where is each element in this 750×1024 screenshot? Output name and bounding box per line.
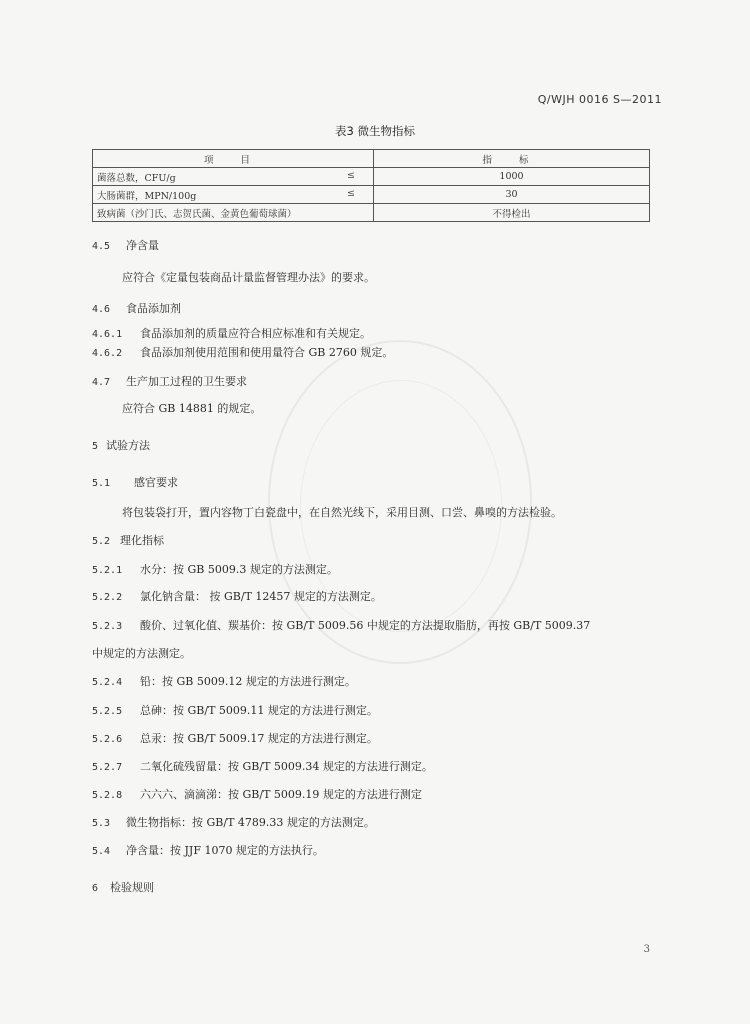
section-5-3: 5.3 微生物指标：按 GB/T 4789.33 规定的方法测定。 xyxy=(92,816,375,829)
section-5-2-4: 5.2.4 铅：按 GB 5009.12 规定的方法进行测定。 xyxy=(92,675,356,688)
row-value: 不得检出 xyxy=(374,204,650,222)
section-5-4: 5.4 净含量：按 JJF 1070 规定的方法执行。 xyxy=(92,844,324,857)
row-value: 30 xyxy=(374,186,650,204)
header-item: 项 目 xyxy=(93,150,374,168)
section-5-2-6: 5.2.6 总汞：按 GB/T 5009.17 规定的方法进行测定。 xyxy=(92,732,378,745)
table-caption: 表3 微生物指标 xyxy=(335,124,415,138)
section-5-2-3: 5.2.3 酸价、过氧化值、羰基价：按 GB/T 5009.56 中规定的方法提取脂肪，再按 GB/T 5009.37 xyxy=(92,619,591,632)
section-4-6-2: 4.6.2 食品添加剂使用范围和使用量符合 GB 2760 规定。 xyxy=(92,346,394,359)
microbial-table xyxy=(92,149,650,222)
section-5-heading: 5 试验方法 xyxy=(92,439,150,452)
table-header-row xyxy=(93,150,650,168)
section-4-5-text: 应符合《定量包装商品计量监督管理办法》的要求。 xyxy=(122,271,375,284)
row-item-cell xyxy=(93,168,374,186)
section-4-7-text: 应符合 GB 14881 的规定。 xyxy=(122,402,262,415)
table-row xyxy=(93,168,650,186)
row-value: 1000 xyxy=(374,168,650,186)
section-5-2-8: 5.2.8 六六六、滴滴涕：按 GB/T 5009.19 规定的方法进行测定 xyxy=(92,788,422,801)
row-item: 菌落总数，CFU/g xyxy=(97,172,176,184)
section-5-1-text: 将包装袋打开，置内容物丁白瓷盘中，在自然光线下，采用目测、口尝、鼻嗅的方法检验。 xyxy=(122,506,562,519)
section-5-1-heading: 5.1 感官要求 xyxy=(92,476,178,489)
section-6-heading: 6 检验规则 xyxy=(92,881,154,894)
header-index: 指 标 xyxy=(374,150,650,168)
row-item: 致病菌（沙门氏、志贺氏菌、金黄色葡萄球菌） xyxy=(97,208,297,220)
row-item-cell xyxy=(93,186,374,204)
section-4-6-1: 4.6.1 食品添加剂的质量应符合相应标准和有关规定。 xyxy=(92,327,371,340)
section-5-2-5: 5.2.5 总砷：按 GB/T 5009.11 规定的方法进行测定。 xyxy=(92,704,378,717)
section-5-2-heading: 5.2 理化指标 xyxy=(92,534,164,547)
page-number: 3 xyxy=(643,944,650,955)
section-5-2-1: 5.2.1 水分：按 GB 5009.3 规定的方法测定。 xyxy=(92,563,338,576)
section-4-5-heading: 4.5 净含量 xyxy=(92,239,159,252)
table-row xyxy=(93,186,650,204)
table-row xyxy=(93,204,650,222)
section-5-2-2: 5.2.2 氯化钠含量： 按 GB/T 12457 规定的方法测定。 xyxy=(92,590,382,603)
row-item-cell xyxy=(93,204,374,222)
section-5-2-3-continued: 中规定的方法测定。 xyxy=(92,647,191,660)
document-code: Q/WJH 0016 S—2011 xyxy=(537,93,662,106)
row-operator: ≤ xyxy=(347,187,355,199)
section-4-6-heading: 4.6 食品添加剂 xyxy=(92,302,181,315)
row-operator: ≤ xyxy=(347,169,355,181)
section-5-2-7: 5.2.7 二氧化硫残留量：按 GB/T 5009.34 规定的方法进行测定。 xyxy=(92,760,433,773)
section-4-7-heading: 4.7 生产加工过程的卫生要求 xyxy=(92,375,247,388)
row-item: 大肠菌群，MPN/100g xyxy=(97,190,197,202)
